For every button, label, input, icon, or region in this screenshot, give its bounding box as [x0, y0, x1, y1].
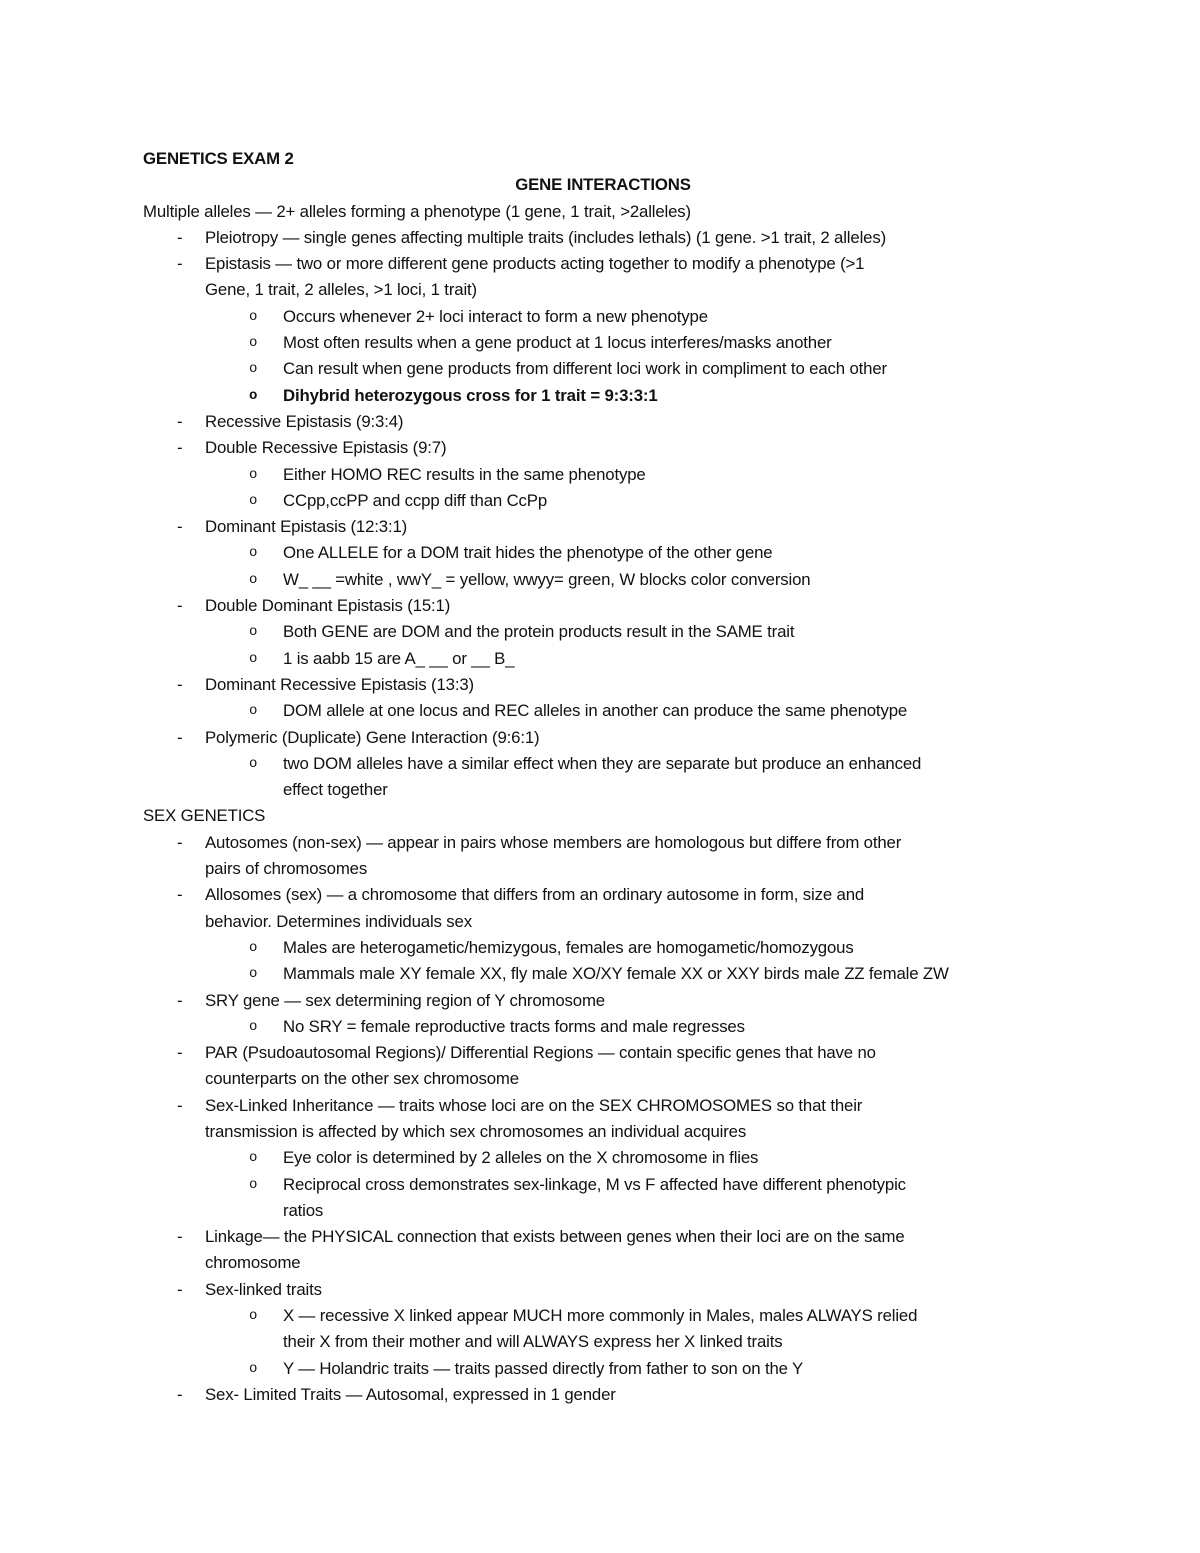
sub-bullet-item [143, 1303, 1063, 1356]
text-line: Sex- Limited Traits — Autosomal, expressed in 1 gender [205, 1384, 616, 1404]
sub-bullet-item [143, 751, 1063, 804]
dash-bullet-marker: - [177, 438, 183, 458]
o-bullet-marker: o [249, 466, 258, 483]
sub-bullet-item [143, 330, 1063, 356]
text-line: Most often results when a gene product at 1 locus interferes/masks another [283, 333, 832, 353]
bullet-item [143, 593, 1063, 619]
bullet-item [143, 1093, 1063, 1146]
o-bullet-marker: o [249, 308, 258, 325]
sub-bullet-item [143, 488, 1063, 514]
o-bullet-marker: o [249, 1018, 258, 1035]
dash-bullet-marker: - [177, 254, 183, 274]
text-line: Eye color is determined by 2 alleles on the X chromosome in flies [283, 1148, 759, 1168]
dash-bullet-marker: - [177, 1227, 183, 1247]
o-bullet-marker: o [249, 1150, 258, 1167]
text-line: Dominant Epistasis (12:3:1) [205, 517, 408, 537]
sub-bullet-item [143, 698, 1063, 724]
text-line: Reciprocal cross demonstrates sex-linkage, M vs F affected have different phenotypic [283, 1174, 906, 1194]
o-bullet-marker: o [249, 1360, 258, 1377]
document-title: GENETICS EXAM 2 [143, 149, 294, 168]
document-content [143, 146, 1063, 1408]
sub-bullet-item [143, 567, 1063, 593]
text-line: Sex-Linked Inheritance — traits whose loci are on the SEX CHROMOSOMES so that their [205, 1095, 863, 1115]
dash-bullet-marker: - [177, 517, 183, 537]
text-line: Either HOMO REC results in the same phenotype [283, 464, 646, 484]
text-line: Double Dominant Epistasis (15:1) [205, 596, 451, 616]
o-bullet-marker: o [249, 703, 258, 720]
dash-bullet-marker: - [177, 1384, 183, 1404]
bullet-item [143, 514, 1063, 540]
text-line: 1 is aabb 15 are A_ __ or __ B_ [283, 648, 515, 668]
text-line: Double Recessive Epistasis (9:7) [205, 438, 447, 458]
sub-bullet-item [143, 304, 1063, 330]
text-line: CCpp,ccPP and ccpp diff than CcPp [283, 490, 548, 510]
text-line: their X from their mother and will ALWAYS express her X linked traits [283, 1332, 783, 1352]
notes-list [143, 199, 1063, 1409]
text-line: Gene, 1 trait, 2 alleles, >1 loci, 1 trait) [205, 280, 477, 300]
o-bullet-marker: o [249, 939, 258, 956]
text-line: DOM allele at one locus and REC alleles in another can produce the same phenotype [283, 701, 908, 721]
text-line: Linkage— the PHYSICAL connection that exists between genes when their loci are on the same [205, 1227, 905, 1247]
text-line: PAR (Psudoautosomal Regions)/ Differential Regions — contain specific genes that have no [205, 1043, 876, 1063]
bullet-item [143, 1382, 1063, 1408]
text-line: ratios [283, 1200, 324, 1220]
o-bullet-marker: o [249, 624, 258, 641]
dash-bullet-marker: - [177, 227, 183, 247]
text-line: chromosome [205, 1253, 301, 1273]
text-line: two DOM alleles have a similar effect when they are separate but produce an enhanced [283, 753, 922, 773]
text-line: Can result when gene products from different loci work in compliment to each other [283, 359, 887, 379]
section-heading: GENE INTERACTIONS [515, 175, 691, 195]
o-bullet-marker: o [249, 1308, 258, 1325]
bullet-item [143, 435, 1063, 461]
text-line: SEX GENETICS [143, 806, 266, 826]
text-line: Males are heterogametic/hemizygous, females are homogametic/homozygous [283, 937, 854, 957]
dash-bullet-marker: - [177, 1279, 183, 1299]
dash-bullet-marker: - [177, 885, 183, 905]
dash-bullet-marker: - [177, 990, 183, 1010]
paragraph [143, 199, 1063, 225]
bullet-item [143, 725, 1063, 751]
dash-bullet-marker: - [177, 832, 183, 852]
bullet-item [143, 409, 1063, 435]
sub-bullet-item [143, 540, 1063, 566]
sub-bullet-item [143, 619, 1063, 645]
text-line: Dihybrid heterozygous cross for 1 trait = 9:3:3:1 [283, 385, 658, 405]
o-bullet-marker: o [249, 650, 258, 667]
sub-bullet-item [143, 646, 1063, 672]
sub-bullet-item [143, 1356, 1063, 1382]
bullet-item [143, 1224, 1063, 1277]
text-line: counterparts on the other sex chromosome [205, 1069, 519, 1089]
o-bullet-marker: o [249, 755, 258, 772]
o-bullet-marker: o [249, 361, 258, 378]
text-line: Mammals male XY female XX, fly male XO/XY female XX or XXY birds male ZZ female ZW [283, 964, 949, 984]
dash-bullet-marker: - [177, 1043, 183, 1063]
dash-bullet-marker: - [177, 674, 183, 694]
text-line: SRY gene — sex determining region of Y chromosome [205, 990, 605, 1010]
text-line: Sex-linked traits [205, 1279, 322, 1299]
text-line: pairs of chromosomes [205, 859, 368, 879]
bullet-item [143, 1277, 1063, 1303]
text-line: Epistasis — two or more different gene products acting together to modify a phenotype (>1 [205, 254, 865, 274]
bullet-item [143, 988, 1063, 1014]
bullet-item [143, 830, 1063, 883]
o-bullet-marker: o [249, 545, 258, 562]
o-bullet-marker: o [249, 335, 258, 352]
o-bullet-marker: o [249, 492, 258, 509]
sub-bullet-item [143, 935, 1063, 961]
text-line: Polymeric (Duplicate) Gene Interaction (9:6:1) [205, 727, 540, 747]
o-bullet-marker: o [249, 1176, 258, 1193]
text-line: One ALLELE for a DOM trait hides the phenotype of the other gene [283, 543, 773, 563]
o-bullet-marker: o [249, 966, 258, 983]
text-line: behavior. Determines individuals sex [205, 911, 472, 931]
sub-bullet-item [143, 1145, 1063, 1171]
text-line: Pleiotropy — single genes affecting multiple traits (includes lethals) (1 gene. >1 trait, 2 alleles) [205, 227, 887, 247]
bullet-item [143, 672, 1063, 698]
text-line: Recessive Epistasis (9:3:4) [205, 411, 404, 431]
dash-bullet-marker: - [177, 411, 183, 431]
bullet-item [143, 1040, 1063, 1093]
text-line: Both GENE are DOM and the protein products result in the SAME trait [283, 622, 795, 642]
text-line: effect together [283, 780, 388, 800]
text-line: Y — Holandric traits — traits passed directly from father to son on the Y [283, 1358, 804, 1378]
sub-bullet-item [143, 383, 1063, 409]
bullet-item [143, 882, 1063, 935]
dash-bullet-marker: - [177, 1095, 183, 1115]
text-line: X — recessive X linked appear MUCH more commonly in Males, males ALWAYS relied [283, 1306, 918, 1326]
sub-bullet-item [143, 1172, 1063, 1225]
text-line: Dominant Recessive Epistasis (13:3) [205, 674, 474, 694]
text-line: W_ __ =white , wwY_ = yellow, wwyy= green, W blocks color conversion [283, 569, 811, 589]
bullet-item [143, 251, 1063, 304]
paragraph [143, 803, 1063, 829]
text-line: Autosomes (non-sex) — appear in pairs whose members are homologous but differe from other [205, 832, 902, 852]
o-bullet-marker: o [249, 571, 258, 588]
o-bullet-marker: o [249, 387, 258, 404]
text-line: Occurs whenever 2+ loci interact to form a new phenotype [283, 306, 708, 326]
text-line: No SRY = female reproductive tracts forms and male regresses [283, 1016, 745, 1036]
dash-bullet-marker: - [177, 596, 183, 616]
text-line: transmission is affected by which sex chromosomes an individual acquires [205, 1121, 747, 1141]
text-line: Multiple alleles — 2+ alleles forming a phenotype (1 gene, 1 trait, >2alleles) [143, 201, 691, 221]
text-line: Allosomes (sex) — a chromosome that differs from an ordinary autosome in form, size and [205, 885, 865, 905]
sub-bullet-item [143, 356, 1063, 382]
sub-bullet-item [143, 462, 1063, 488]
bullet-item [143, 225, 1063, 251]
sub-bullet-item [143, 961, 1063, 987]
sub-bullet-item [143, 1014, 1063, 1040]
dash-bullet-marker: - [177, 727, 183, 747]
